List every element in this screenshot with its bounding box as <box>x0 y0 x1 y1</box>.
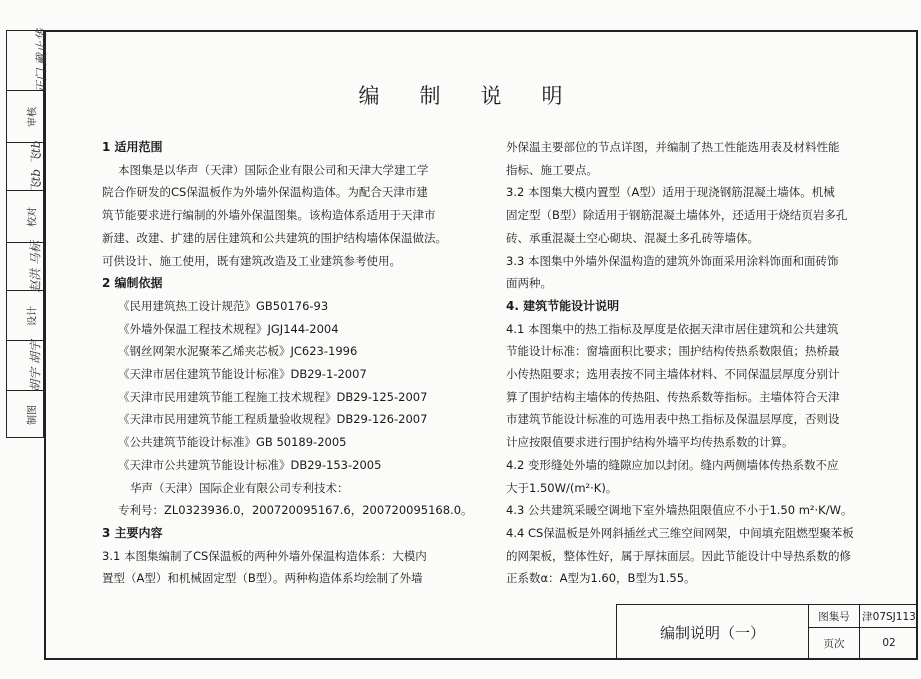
text-line: 《公共建筑节能设计标准》GB 50189-2005 <box>118 435 347 450</box>
page-title: 编制说明 <box>358 84 603 108</box>
right-text-column <box>506 136 888 590</box>
text-line: 节能设计标准：窗墙面积比要求；围护结构传热系数限值；热桥最 <box>506 344 840 359</box>
text-line: 《天津市民用建筑节能工程施工技术规程》DB29-125-2007 <box>118 389 428 404</box>
text-line: 面两种。 <box>506 276 552 291</box>
text-line: 固定型（B型）除适用于钢筋混凝土墙体外，还适用于烧结页岩多孔 <box>506 208 848 223</box>
sidebar-row <box>7 140 43 193</box>
text-line: 院合作研发的CS保温板作为外墙外保温构造体。为配合天津市建 <box>102 185 428 200</box>
section-heading: 4. 建筑节能设计说明 <box>506 298 620 313</box>
sidebar-role-label: 校对 <box>27 206 39 227</box>
text-line: 置型（A型）和机械固定型（B型）。两种构造体系均绘制了外墙 <box>102 571 423 586</box>
text-line: 外保温主要部位的节点详图，并编制了热工性能选用表及材料性能 <box>506 140 840 154</box>
text-line: 正系数α：A型为1.60，B型为1.55。 <box>506 571 696 586</box>
text-line: 的网架板，整体性好，属于厚抹面层。因此节能设计中导热系数的修 <box>506 548 851 563</box>
title-block <box>616 604 918 660</box>
text-line: 算了围护结构主墙体的传热阻、传热系数等指标。主墙体符合天津 <box>506 389 840 404</box>
text-line: 大于1.50W/(m²·K)。 <box>506 480 618 495</box>
text-line: 《钢丝网架水泥聚苯乙烯夹芯板》JC623-1996 <box>118 344 358 359</box>
text-line: 《天津市公共建筑节能设计标准》DB29-153-2005 <box>118 457 382 472</box>
atlas-number-value: 津07SJ113 <box>862 610 916 623</box>
sidebar-signature: 赵洪 马标 <box>28 240 43 293</box>
text-line: 4.4 CS保温板是外网斜插丝式三维空间网架，中间填充阻燃型聚苯板 <box>506 525 854 540</box>
left-text-column <box>102 136 482 590</box>
sidebar-role-label: 审核 <box>27 106 39 127</box>
text-line: 新建、改建、扩建的居住建筑和公共建筑的围护结构墙体保温做法。 <box>102 230 447 245</box>
sidebar-row <box>7 291 43 341</box>
section-heading: 2 编制依据 <box>102 276 163 291</box>
sidebar-signature: 飞tb 飞tb <box>28 140 43 193</box>
page-number-label: 页次 <box>823 637 845 650</box>
sidebar-signature: 胡宇 胡宇 <box>28 339 43 392</box>
text-line: 砖、承重混凝土空心砌块、混凝土多孔砖等墙体。 <box>506 230 759 245</box>
text-line: 指标、施工要点。 <box>506 162 598 177</box>
text-line: 可供设计、施工使用，既有建筑改造及工业建筑参考使用。 <box>102 253 401 268</box>
sidebar-row <box>7 240 43 293</box>
text-line: 《天津市民用建筑节能工程质量验收规程》DB29-126-2007 <box>118 412 428 427</box>
sidebar-row <box>7 391 43 439</box>
text-line: 专利号：ZL0323936.0，200720095167.6，200720095168.0。 <box>118 503 473 518</box>
text-line: 3.3 本图集中外墙外保温构造的建筑外饰面采用涂料饰面和面砖饰 <box>506 253 839 268</box>
text-line: 小传热阻要求；选用表按不同主墙体材料、不同保温层厚度分别计 <box>506 367 840 382</box>
text-line: 筑节能要求进行编制的外墙外保温图集。该构造体系适用于天津市 <box>102 208 436 223</box>
sidebar-row <box>7 341 43 391</box>
text-line: 计应按限值要求进行围护结构外墙平均传热系数的计算。 <box>506 435 794 450</box>
sidebar-role-label: 设计 <box>27 305 39 326</box>
atlas-number-label: 图集号 <box>818 610 850 623</box>
page-number-value: 02 <box>882 637 896 649</box>
text-line: 华声（天津）国际企业有限公司专利技术： <box>130 480 349 495</box>
sidebar-row <box>7 191 43 243</box>
text-line: 4.3 公共建筑采暖空调地下室外墙热阻限值应不小于1.50 m²·K/W。 <box>506 503 853 518</box>
text-line: 市建筑节能设计标准的可选用表中热工指标及保温层厚度，否则设 <box>506 412 840 427</box>
sidebar-role-label: 制图 <box>27 405 39 425</box>
text-line: 3.2 本图集大模内置型（A型）适用于现浇钢筋混凝土墙体。机械 <box>506 185 835 200</box>
section-heading: 1 适用范围 <box>102 140 163 154</box>
text-line: 《天津市居住建筑节能设计标准》DB29-1-2007 <box>118 367 367 382</box>
section-heading: 3 主要内容 <box>102 525 163 540</box>
text-line: 《外墙外保温工程技术规程》JGJ144-2004 <box>118 321 339 336</box>
text-line: 4.2 变形缝处外墙的缝隙应加以封闭。缝内两侧墙体传热系数不应 <box>506 457 839 472</box>
text-line: 本图集是以华声（天津）国际企业有限公司和天津大学建工学 <box>118 162 429 177</box>
sidebar-signature: 正门 戴止华 <box>34 28 49 93</box>
text-line: 4.1 本图集中的热工指标及厚度是依据天津市居住建筑和公共建筑 <box>506 321 839 336</box>
text-line: 《民用建筑热工设计规范》GB50176-93 <box>118 298 329 313</box>
drawing-name: 编制说明（一） <box>617 605 809 660</box>
text-line: 3.1 本图集编制了CS保温板的两种外墙外保温构造体系：大模内 <box>102 548 427 563</box>
